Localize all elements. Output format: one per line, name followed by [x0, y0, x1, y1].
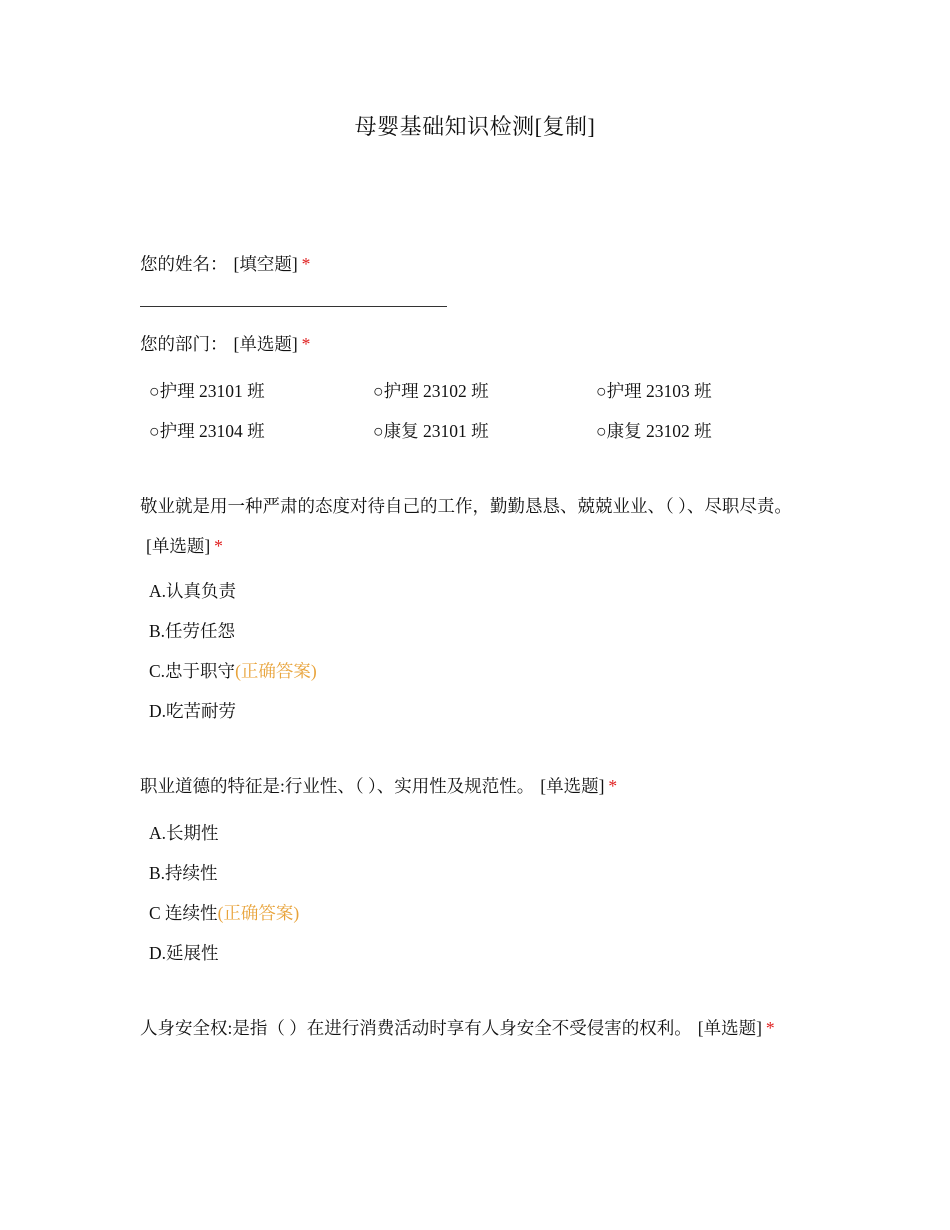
question-text: 您的姓名： — [140, 254, 228, 274]
required-mark: * — [301, 254, 311, 274]
question-name — [140, 244, 805, 284]
question-type: [单选题] — [697, 1018, 762, 1038]
option-a[interactable]: A.认真负责 — [149, 581, 237, 601]
option-radio[interactable]: ○护理 23101 班 — [149, 381, 265, 401]
option-label: C 连续性 — [149, 903, 218, 923]
question-safety — [140, 1008, 805, 1048]
question-type: [单选题] — [233, 334, 298, 354]
option-a[interactable]: A.长期性 — [149, 823, 219, 843]
option-c[interactable] — [149, 901, 299, 925]
question-type: [单选题] — [146, 536, 211, 556]
option-radio[interactable]: ○护理 23104 班 — [149, 421, 265, 441]
question-department — [140, 324, 805, 364]
required-mark: * — [608, 776, 618, 796]
question-text: 人身安全权:是指（ ）在进行消费活动时享有人身安全不受侵害的权利。 — [140, 1018, 692, 1038]
option-radio[interactable]: ○康复 23102 班 — [596, 421, 712, 441]
option-d[interactable]: D.吃苦耐劳 — [149, 701, 237, 721]
option-radio[interactable]: ○康复 23101 班 — [373, 421, 489, 441]
required-mark: * — [301, 334, 311, 354]
option-radio[interactable]: ○护理 23103 班 — [596, 381, 712, 401]
question-text: 职业道德的特征是:行业性、（ ）、实用性及规范性。 — [140, 776, 535, 796]
question-type: [填空题] — [233, 254, 298, 274]
required-mark: * — [214, 536, 223, 556]
name-answer-blank[interactable] — [140, 306, 447, 307]
option-c[interactable] — [149, 659, 317, 683]
option-d[interactable]: D.延展性 — [149, 943, 219, 963]
option-label: C.忠于职守 — [149, 661, 236, 681]
question-text: 您的部门： — [140, 334, 228, 354]
correct-answer-label: (正确答案) — [235, 661, 317, 681]
page-title: 母婴基础知识检测[复制] — [354, 114, 596, 139]
question-ethics — [140, 766, 805, 806]
option-radio[interactable]: ○护理 23102 班 — [373, 381, 489, 401]
correct-answer-label: (正确答案) — [217, 903, 300, 923]
required-mark: * — [765, 1018, 775, 1038]
option-b[interactable]: B.任劳任怨 — [149, 621, 236, 641]
question-type: [单选题] — [540, 776, 605, 796]
question-dedication — [140, 486, 805, 566]
option-b[interactable]: B.持续性 — [149, 863, 218, 883]
question-text: 敬业就是用一种严肃的态度对待自己的工作，勤勤恳恳、兢兢业业、（ ）、尽职尽责。 — [140, 496, 792, 516]
